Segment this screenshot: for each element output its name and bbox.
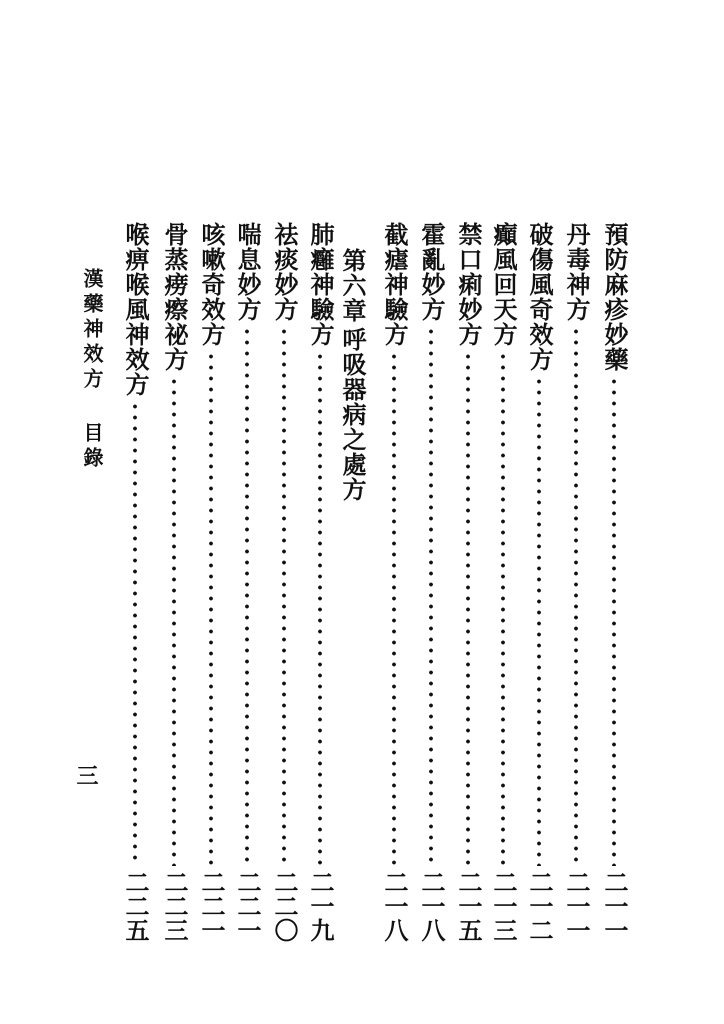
entry-page-number: 二二一 xyxy=(233,870,262,942)
entry-page-number: 二一二 xyxy=(525,870,554,942)
chapter-title: 呼吸器病之處方 xyxy=(338,327,367,502)
toc-entry[interactable] xyxy=(522,222,556,942)
running-head: 漢藥神效方 目錄 xyxy=(80,268,104,472)
entry-page-number: 二二三 xyxy=(160,870,189,942)
toc-entry[interactable] xyxy=(303,222,337,942)
entry-page-number: 二一八 xyxy=(380,870,409,942)
dot-leader xyxy=(536,376,542,866)
folio-page-number: 三 xyxy=(73,764,99,786)
entry-page-number: 二二〇 xyxy=(270,870,299,942)
dot-leader xyxy=(500,351,506,866)
entry-page-number: 二一三 xyxy=(489,870,518,942)
toc-entry[interactable] xyxy=(157,222,191,942)
dot-leader xyxy=(573,326,579,866)
entry-title: 骨蒸痨瘵祕方 xyxy=(160,222,189,372)
dot-leader xyxy=(317,351,323,866)
dot-leader xyxy=(611,376,617,866)
dot-leader xyxy=(171,376,177,866)
toc-entry[interactable] xyxy=(118,222,152,942)
entry-title: 破傷風奇效方 xyxy=(525,222,554,372)
chapter-number: 第六章 xyxy=(338,248,367,323)
toc-entry[interactable] xyxy=(597,222,631,942)
entry-title: 喉痹喉風神效方 xyxy=(121,222,150,397)
entry-title: 丹毒神方 xyxy=(562,222,591,322)
dot-leader xyxy=(281,326,287,866)
entry-page-number: 二一九 xyxy=(306,870,335,942)
entry-page-number: 二一五 xyxy=(454,870,483,942)
toc-entry[interactable] xyxy=(230,222,264,942)
chapter-heading xyxy=(340,248,374,506)
entry-title: 禁口痢妙方 xyxy=(454,222,483,347)
toc-entry[interactable] xyxy=(486,222,520,942)
toc-entry[interactable] xyxy=(559,222,593,942)
dot-leader xyxy=(208,351,214,866)
dot-leader xyxy=(132,401,138,866)
toc-entry[interactable] xyxy=(194,222,228,942)
entry-title: 霍亂妙方 xyxy=(417,222,446,322)
toc-entry[interactable] xyxy=(414,222,448,942)
toc-entry[interactable] xyxy=(377,222,411,942)
dot-leader xyxy=(465,351,471,866)
toc-entry[interactable] xyxy=(267,222,301,942)
entry-title: 咳嗽奇效方 xyxy=(197,222,226,347)
entry-title: 肺癰神驗方 xyxy=(306,222,335,347)
entry-page-number: 二一一 xyxy=(562,870,591,942)
entry-page-number: 二二一 xyxy=(197,870,226,942)
dot-leader xyxy=(428,326,434,866)
dot-leader xyxy=(391,351,397,866)
entry-page-number: 二一一 xyxy=(600,870,629,942)
entry-page-number: 二一八 xyxy=(417,870,446,942)
entry-title: 祛痰妙方 xyxy=(270,222,299,322)
toc-entry[interactable] xyxy=(451,222,485,942)
dot-leader xyxy=(244,326,250,866)
entry-title: 預防麻疹妙藥 xyxy=(600,222,629,372)
entry-title: 截瘧神驗方 xyxy=(380,222,409,347)
entry-title: 喘息妙方 xyxy=(233,222,262,322)
entry-title: 癲風回天方 xyxy=(489,222,518,347)
entry-page-number: 二二五 xyxy=(121,870,150,942)
